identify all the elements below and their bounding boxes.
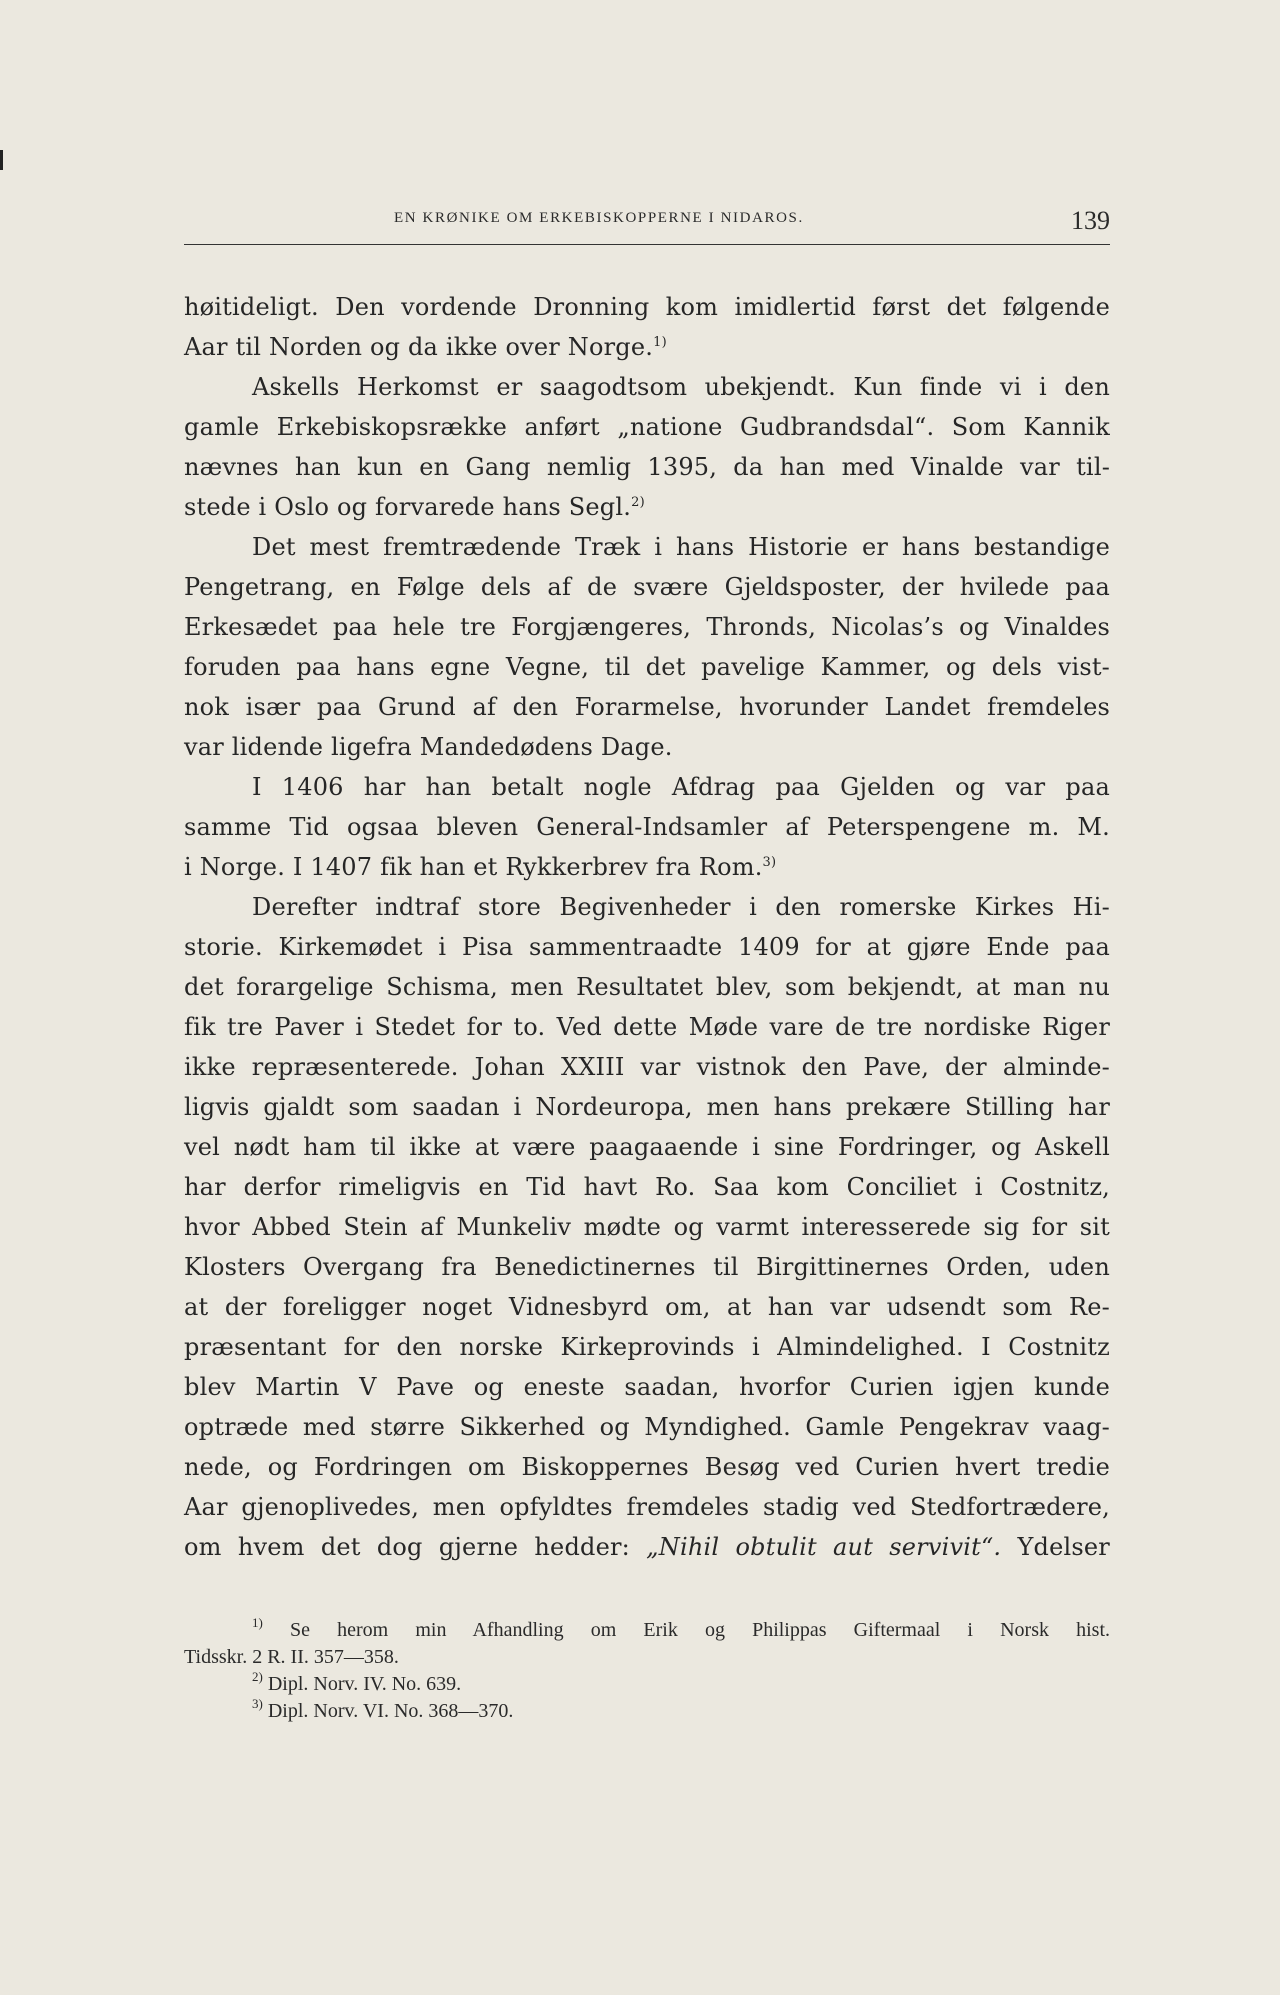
text-line: gamle Erkebiskopsrække anført „natione Gudbrandsdal“. Som Kannik <box>184 413 1110 441</box>
text-line: har derfor rimeligvis en Tid havt Ro. Saa kom Conciliet i Costnitz, <box>184 1173 1110 1201</box>
text-line: nede, og Fordringen om Biskoppernes Besøg ved Curien hvert tredie <box>184 1453 1110 1481</box>
text-line: Askells Herkomst er saagodtsom ubekjendt. Kun finde vi i den <box>252 373 1110 401</box>
text-line: Derefter indtraf store Begivenheder i den romerske Kirkes Hi- <box>252 893 1110 921</box>
text-line: I 1406 har han betalt nogle Afdrag paa Gjelden og var paa <box>252 773 1110 801</box>
footnote-marker: 3) <box>252 1696 263 1711</box>
text-line: at der foreligger noget Vidnesbyrd om, at han var udsendt som Re- <box>184 1293 1110 1321</box>
page-number: 139 <box>1071 206 1110 235</box>
text-line: optræde med større Sikkerhed og Myndighed. Gamle Pengekrav vaag- <box>184 1413 1110 1441</box>
footnote-1: $^{1)}$ Se herom min Afhandling om Erik og Philippas Giftermaal i Norsk hist. <box>252 1615 1111 1641</box>
text-line: om hvem det dog gjerne hedder: „Nihil obtulit aut servivit“. Ydelser <box>184 1533 1110 1561</box>
body-text <box>184 287 1110 1567</box>
text-line: Pengetrang, en Følge dels af de svære Gjeldsposter, der hvilede paa <box>184 573 1110 601</box>
text-line: hvor Abbed Stein af Munkeliv mødte og varmt interesserede sig for sit <box>184 1213 1110 1241</box>
text-line: Klosters Overgang fra Benedictinernes til Birgittinernes Orden, uden <box>184 1253 1110 1281</box>
footnote-marker: 1) <box>252 1615 263 1630</box>
text-line: blev Martin V Pave og eneste saadan, hvorfor Curien igjen kunde <box>184 1373 1110 1401</box>
footnote-ref: 1) <box>653 335 667 350</box>
text-line: nævnes han kun en Gang nemlig 1395, da han med Vinalde var til- <box>184 453 1110 481</box>
footnote-3: $^{3)}$ Dipl. Norv. VI. No. 368—370. <box>252 1696 514 1722</box>
footnote-2: $^{2)}$ Dipl. Norv. IV. No. 639. <box>252 1669 462 1695</box>
text-line: foruden paa hans egne Vegne, til det pavelige Kammer, og dels vist- <box>184 653 1110 681</box>
text-line: ikke repræsenterede. Johan XXIII var vistnok den Pave, der alminde- <box>184 1053 1110 1081</box>
running-title: EN KRØNIKE OM ERKEBISKOPPERNE I NIDAROS. <box>394 210 804 226</box>
latin-quote: „Nihil obtulit aut servivit“. <box>646 1533 1002 1561</box>
running-header <box>184 204 1110 245</box>
text-line: høitideligt. Den vordende Dronning kom imidlertid først det følgende <box>184 293 1110 321</box>
text-line: var lidende ligefra Mandedødens Dage. <box>184 733 673 761</box>
text-line: Aar til Norden og da ikke over Norge.$^{1)}$ <box>184 333 667 361</box>
footnotes <box>184 1617 1110 1725</box>
text-line: vel nødt ham til ikke at være paagaaende i sine Fordringer, og Askell <box>184 1133 1110 1161</box>
margin-mark <box>0 150 3 170</box>
text-line: Aar gjenoplivedes, men opfyldtes fremdeles stadig ved Stedfortrædere, <box>184 1493 1110 1521</box>
text-line: stede i Oslo og forvarede hans Segl.$^{2)}$ <box>184 493 645 521</box>
text-line: fik tre Paver i Stedet for to. Ved dette Møde vare de tre nordiske Riger <box>184 1013 1110 1041</box>
text-line: Det mest fremtrædende Træk i hans Historie er hans bestandige <box>252 533 1110 561</box>
text-line: nok især paa Grund af den Forarmelse, hvorunder Landet fremdeles <box>184 693 1110 721</box>
text-line: ligvis gjaldt som saadan i Nordeuropa, men hans prekære Stilling har <box>184 1093 1110 1121</box>
text-line: Erkesædet paa hele tre Forgjængeres, Thronds, Nicolas’s og Vinaldes <box>184 613 1110 641</box>
footnote-marker: 2) <box>252 1669 263 1684</box>
footnote-ref: 2) <box>631 495 645 510</box>
text-line: i Norge. I 1407 fik han et Rykkerbrev fra Rom.$^{3)}$ <box>184 853 777 881</box>
text-line: samme Tid ogsaa bleven General-Indsamler af Peterspengene m. M. <box>184 813 1110 841</box>
text-line: storie. Kirkemødet i Pisa sammentraadte 1409 for at gjøre Ende paa <box>184 933 1110 961</box>
text-line: det forargelige Schisma, men Resultatet blev, som bekjendt, at man nu <box>184 973 1110 1001</box>
text-line: præsentant for den norske Kirkeprovinds i Almindelighed. I Costnitz <box>184 1333 1110 1361</box>
footnote-ref: 3) <box>762 855 777 870</box>
footnote-1-continued: Tidsskr. 2 R. II. 357—358. <box>184 1646 399 1668</box>
